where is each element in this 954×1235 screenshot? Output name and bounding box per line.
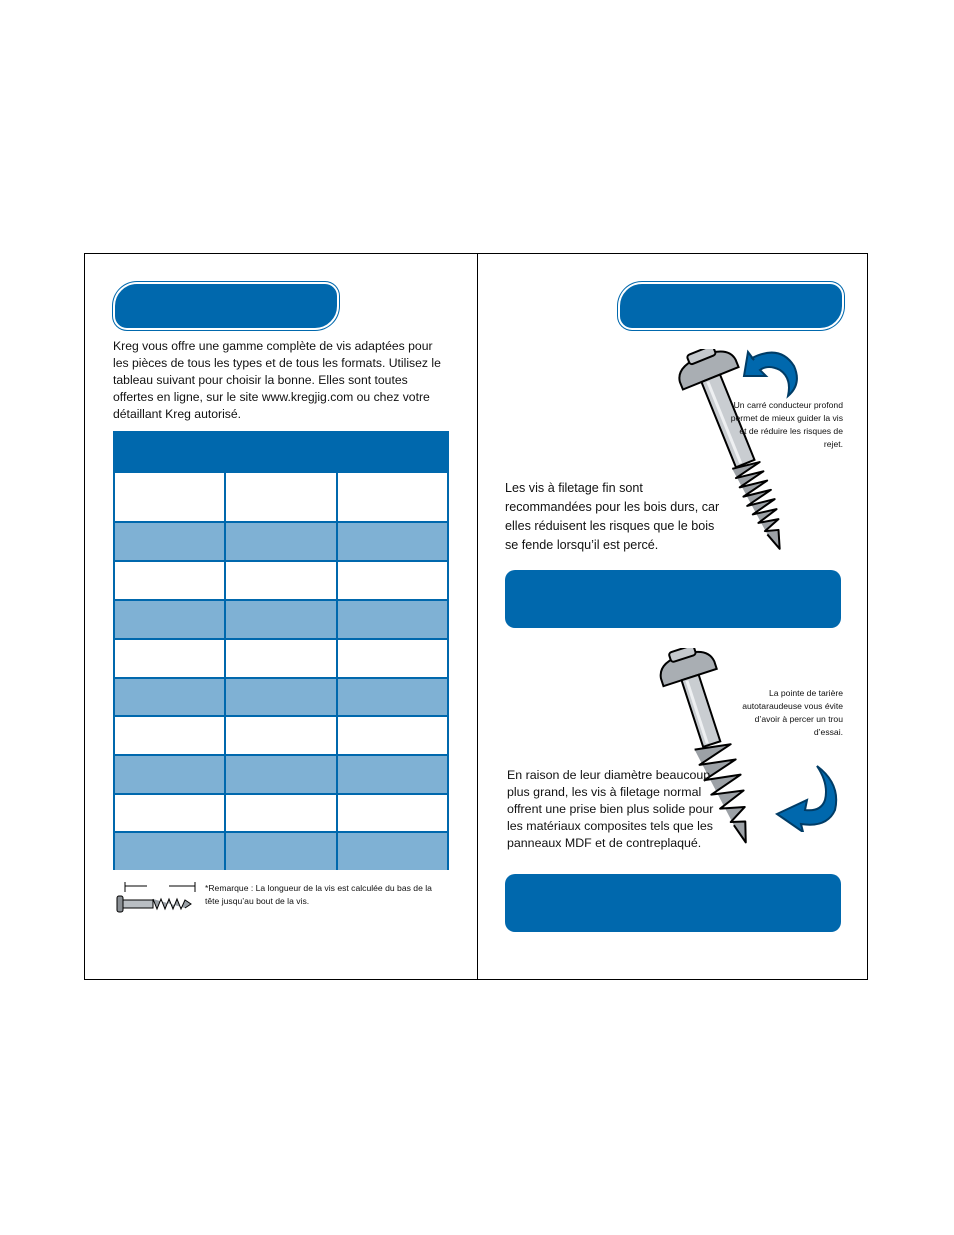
self-tapping-arrow-icon (765, 762, 845, 832)
coarse-thread-description: En raison de leur diamètre beaucoup plus grand, les vis à filetage normal offrent une prise bien plus solide pour les matériaux composites tels que les panneaux MDF et de contreplaqué. (507, 768, 714, 850)
manual-spread (84, 253, 868, 980)
chart-cell (224, 756, 335, 793)
chart-row (115, 754, 447, 793)
chart-cell (115, 756, 224, 793)
chart-header-cell (336, 433, 447, 471)
chart-cell (336, 640, 447, 677)
chart-cell (224, 795, 335, 831)
page-divider (477, 254, 478, 979)
fine-thread-callout: Un carré conducteur profond permet de mieux guider la vis et de réduire les risques de rejet. (730, 400, 843, 449)
chart-cell (115, 523, 224, 560)
chart-cell (336, 679, 447, 715)
screw-length-footnote: *Remarque : La longueur de la vis est calculée du bas de la tête jusqu’au bout de la vis. (205, 883, 432, 906)
coarse-thread-label-box (505, 874, 841, 932)
chart-cell (336, 756, 447, 793)
chart-cell (224, 717, 335, 754)
fine-thread-description: Les vis à filetage fin sont recommandées pour les bois durs, car elles réduisent les risques que le bois se fende lorsqu’il est percé. (505, 481, 720, 552)
chart-cell (115, 679, 224, 715)
chart-row (115, 599, 447, 638)
chart-cell (115, 601, 224, 638)
intro-paragraph: Kreg vous offre une gamme complète de vis adaptées pour les pièces de tous les types et de tous les formats. Utilisez le tableau suivant pour choisir la bonne. Elles sont toutes offertes en ligne, sur le site www.kregjig.com ou chez votre détaillant Kreg autorisé. (113, 339, 441, 421)
chart-row (115, 793, 447, 831)
left-section-heading-banner (115, 284, 337, 328)
chart-row (115, 715, 447, 754)
chart-cell (336, 473, 447, 521)
rotation-arrow-icon (740, 342, 800, 402)
chart-cell (115, 833, 224, 870)
chart-cell (224, 562, 335, 599)
chart-row (115, 521, 447, 560)
chart-row (115, 677, 447, 715)
chart-cell (115, 640, 224, 677)
chart-cell (336, 795, 447, 831)
chart-cell (224, 640, 335, 677)
chart-header-cell (115, 433, 226, 471)
chart-cell (115, 795, 224, 831)
chart-cell (224, 523, 335, 560)
chart-cell (115, 562, 224, 599)
chart-cell (224, 473, 335, 521)
chart-cell (224, 679, 335, 715)
chart-cell (336, 717, 447, 754)
coarse-thread-callout: La pointe de tarière autotaraudeuse vous évite d’avoir à percer un trou d’essai. (742, 688, 843, 737)
chart-row (115, 471, 447, 521)
chart-cell (115, 473, 224, 521)
right-section-heading-banner (620, 284, 842, 328)
chart-cell (336, 562, 447, 599)
chart-header-row (115, 433, 447, 471)
screw-length-diagram-icon (113, 880, 199, 914)
chart-header-cell (226, 433, 337, 471)
chart-cell (224, 601, 335, 638)
chart-row (115, 638, 447, 677)
chart-cell (224, 833, 335, 870)
chart-cell (115, 717, 224, 754)
screw-selection-chart (113, 431, 449, 870)
chart-cell (336, 601, 447, 638)
fine-thread-label-box (505, 570, 841, 628)
chart-row (115, 560, 447, 599)
chart-cell (336, 523, 447, 560)
chart-row (115, 831, 447, 870)
chart-cell (336, 833, 447, 870)
